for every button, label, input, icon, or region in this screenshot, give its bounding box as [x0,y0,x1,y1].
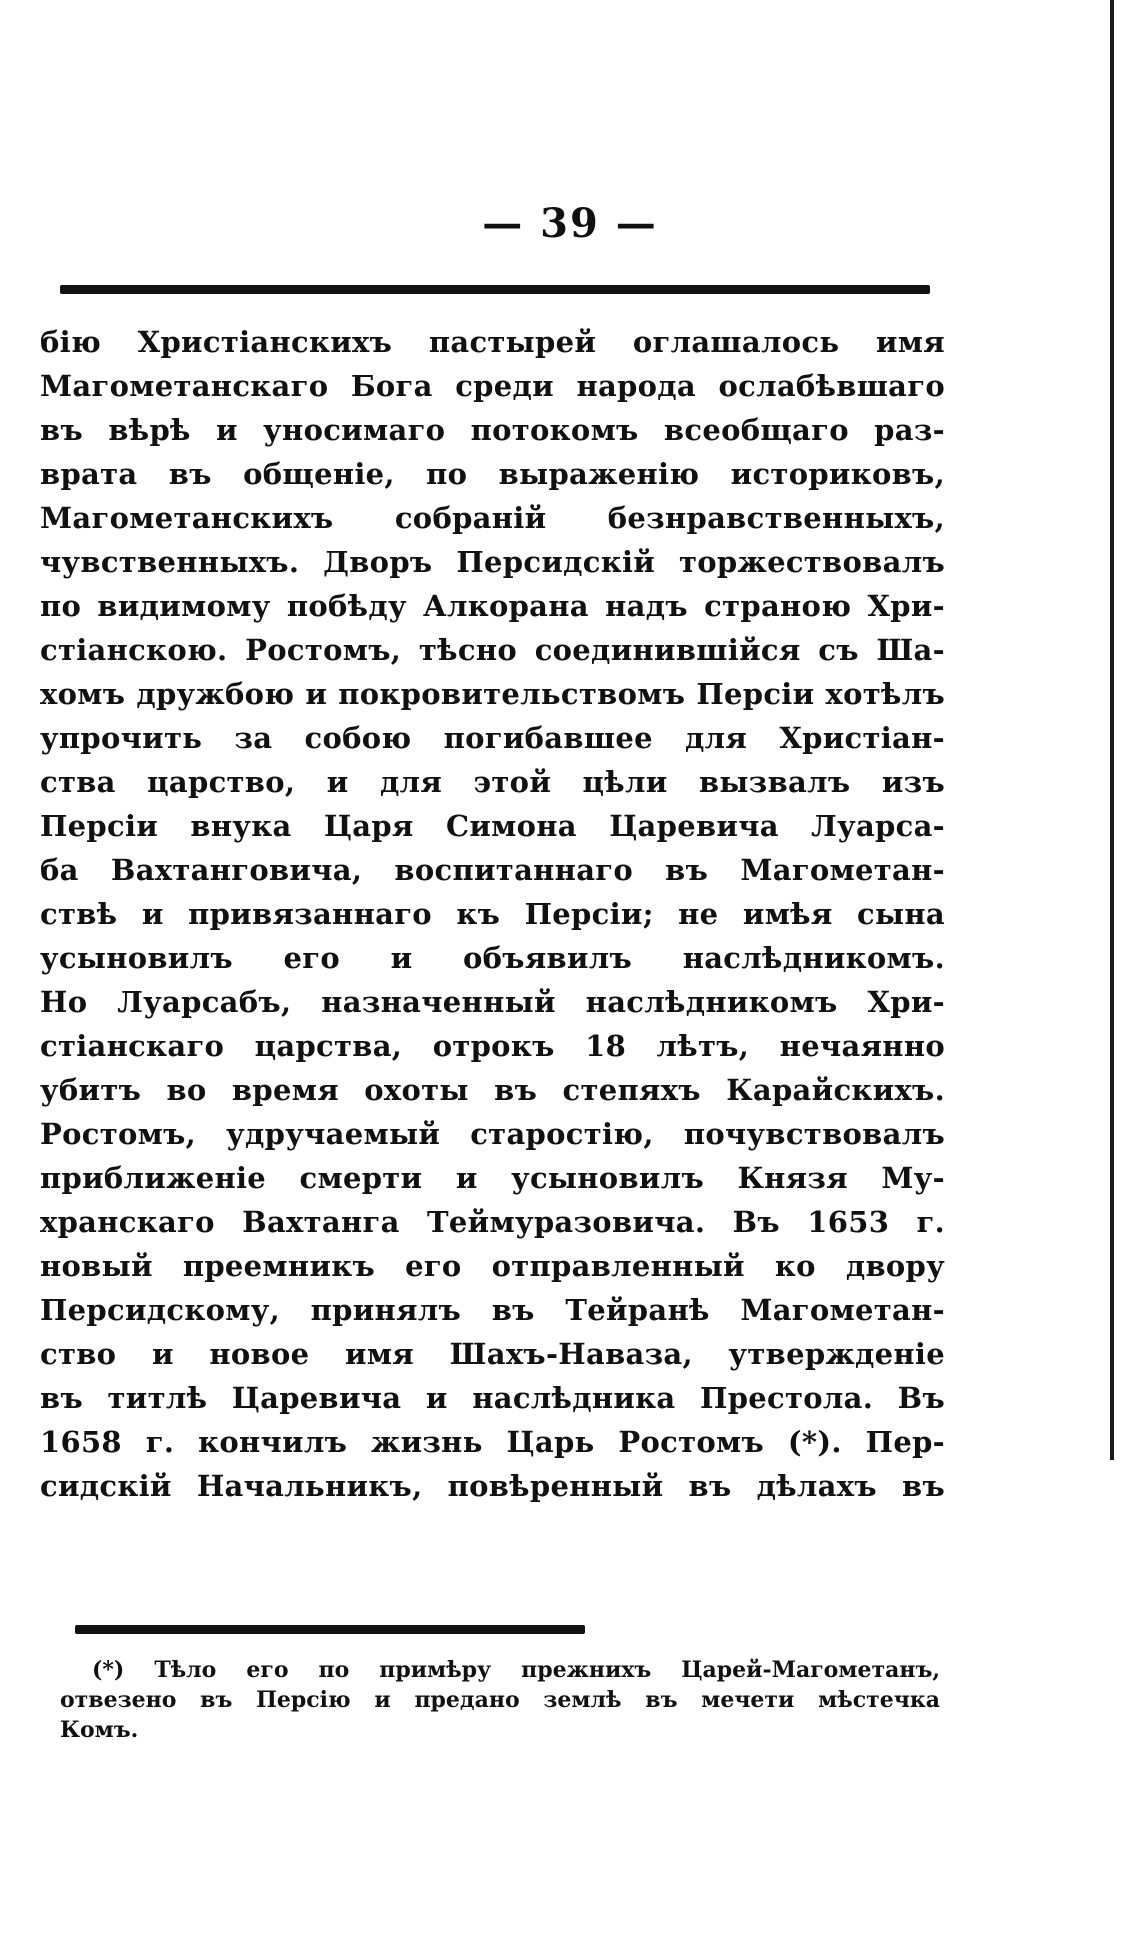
text-line: въ титлѣ Царевича и наслѣдника Престола. Въ [40,1381,945,1415]
text-line: Магометанскаго Бога среди народа ослабѣвшаго [40,369,945,403]
text-line: бію Христіанскихъ пастырей оглашалось имя [40,325,945,359]
footnote-line: отвезено въ Персію и предано землѣ въ мечети мѣстечка [60,1687,940,1713]
text-line: стіанскою. Ростомъ, тѣсно соединившійся съ Ша- [40,633,945,667]
text-line: усыновилъ его и объявилъ наслѣдникомъ. [40,941,945,975]
text-line: Персидскому, принялъ въ Тейранѣ Магометан- [40,1293,945,1327]
text-line: чувственныхъ. Дворъ Персидскій торжествовалъ [40,545,945,579]
text-line: врата въ общеніе, по выраженію историковъ, [40,457,945,491]
text-line: по видимому побѣду Алкорана надъ страною Хри- [40,589,945,623]
text-line: Но Луарсабъ, назначенный наслѣдникомъ Хри- [40,985,945,1019]
footnote-line: Комъ. [60,1717,139,1743]
text-line: сидскій Начальникъ, повѣренный въ дѣлахъ въ [40,1469,945,1503]
text-line: ба Вахтанговича, воспитаннаго въ Магометан- [40,853,945,887]
text-line: упрочить за собою погибавшее для Христіан- [40,721,945,755]
top-rule [60,285,930,294]
text-line: ствѣ и привязаннаго къ Персіи; не имѣя сына [40,897,945,931]
text-line: въ вѣрѣ и уносимаго потокомъ всеобщаго раз- [40,413,945,447]
footnote-line: (*) Тѣло его по примѣру прежнихъ Царей-Магометанъ, [92,1657,940,1683]
text-line: убитъ во время охоты въ степяхъ Карайскихъ. [40,1073,945,1107]
text-line: Магометанскихъ собраній безнравственныхъ, [40,501,945,535]
text-line: новый преемникъ его отправленный ко двору [40,1249,945,1283]
text-line: стіанскаго царства, отрокъ 18 лѣтъ, нечаянно [40,1029,945,1063]
text-line: хомъ дружбою и покровительствомъ Персіи хотѣлъ [40,677,945,711]
page-number: — 39 — [482,200,658,247]
text-line: Персіи внука Царя Симона Царевича Луарса- [40,809,945,843]
text-line: приближеніе смерти и усыновилъ Князя Му- [40,1161,945,1195]
text-line: хранскаго Вахтанга Теймуразовича. Въ 1653 г. [40,1205,945,1239]
footnote-rule [75,1625,585,1634]
text-line: 1658 г. кончилъ жизнь Царь Ростомъ (*). Пер- [40,1425,945,1459]
text-line: Ростомъ, удручаемый старостію, почувствовалъ [40,1117,945,1151]
main-text [40,320,945,1508]
text-line: ство и новое имя Шахъ-Наваза, утвержденіе [40,1337,945,1371]
footnote [60,1655,940,1745]
text-line: ства царство, и для этой цѣли вызвалъ изъ [40,765,945,799]
